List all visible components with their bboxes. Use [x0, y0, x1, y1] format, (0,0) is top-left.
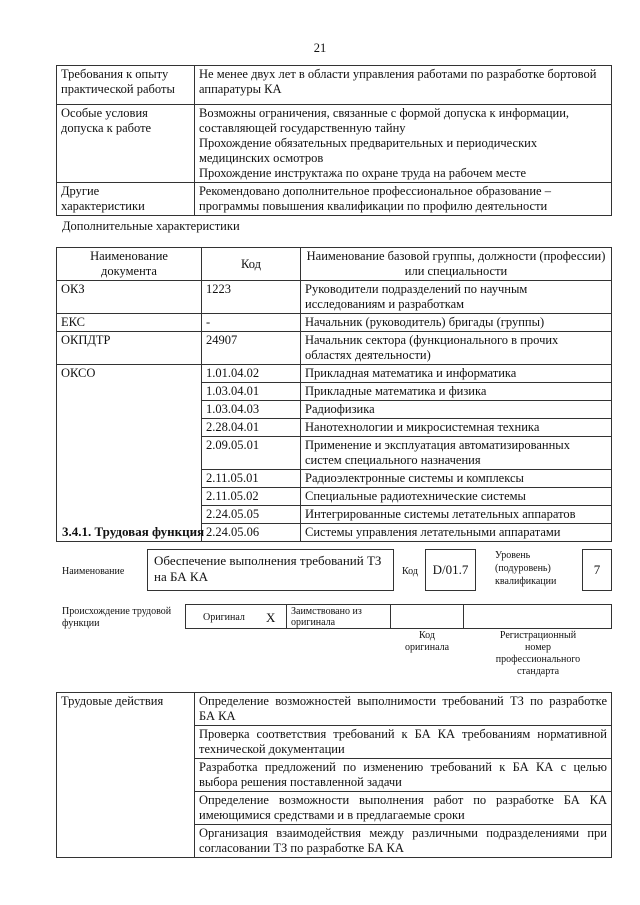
code-cell: 2.24.05.06 [202, 524, 301, 542]
borrowed-label-line: оригинала [291, 617, 336, 628]
value-line: программы повышения квалификации по профилю деятельности [199, 199, 548, 213]
level-label-line: квалификации [495, 576, 557, 587]
reg-number-caption [480, 630, 596, 678]
code-cell: 2.09.05.01 [202, 437, 301, 470]
table-row [57, 314, 612, 332]
document-cell: ЕКС [57, 314, 202, 332]
code-cell: - [202, 314, 301, 332]
name-cell: Начальник сектора (функционального в прочих областях деятельности) [301, 332, 612, 365]
name-cell: Прикладная математика и информатика [301, 365, 612, 383]
caption-line: Регистрационный [499, 630, 577, 641]
function-heading: 3.4.1. Трудовая функция [62, 524, 205, 539]
table-row [57, 105, 612, 183]
origin-code-cell [390, 604, 464, 629]
function-code-field: D/01.7 [425, 549, 476, 591]
row-value [195, 105, 612, 183]
section-title: Дополнительные характеристики [62, 219, 240, 233]
page-number: 21 [313, 41, 327, 55]
header-document: Наименование документа [57, 248, 202, 281]
function-name-field: Обеспечение выполнения требований ТЗ на БА КА [147, 549, 394, 591]
name-cell: Руководители подразделений по научным исследованиям и разработкам [301, 281, 612, 314]
labor-actions-label: Трудовые действия [57, 693, 195, 858]
caption-line: оригинала [404, 642, 450, 653]
document-cell: ОКЗ [57, 281, 202, 314]
code-cell: 2.24.05.05 [202, 506, 301, 524]
value-line: составляющей государственную тайну [199, 121, 406, 135]
code-cell: 1.01.04.02 [202, 365, 301, 383]
label-line: допуска к работе [61, 121, 152, 135]
table-header-row [57, 248, 612, 281]
borrowed-cell [286, 604, 391, 629]
table-row [57, 693, 612, 726]
document-cell: ОКСО [57, 365, 202, 542]
code-cell: 2.28.04.01 [202, 419, 301, 437]
label-line: Особые условия [61, 106, 148, 120]
header-name: Наименование базовой группы, должности (профессии) или специальности [301, 248, 612, 281]
table-row [57, 332, 612, 365]
level-label [495, 549, 556, 588]
row-label [57, 183, 195, 216]
name-cell: Радиофизика [301, 401, 612, 419]
code-cell: 1.03.04.01 [202, 383, 301, 401]
name-cell: Прикладные математика и физика [301, 383, 612, 401]
origin-code-caption [400, 630, 454, 654]
row-label [57, 105, 195, 183]
value-line: Не менее двух лет в области управления работами по разработке бортовой [199, 67, 597, 81]
table-row [57, 183, 612, 216]
caption-line: стандарта [516, 666, 560, 677]
table-row [57, 365, 612, 383]
name-cell: Радиоэлектронные системы и комплексы [301, 470, 612, 488]
table-row [57, 66, 612, 105]
row-value [195, 183, 612, 216]
labor-action-item: Проверка соответствия требований к БА КА требованиям нормативной технической документации [195, 726, 612, 759]
borrowed-label-line: Заимствовано из [291, 606, 362, 617]
value-line: аппаратуры КА [199, 82, 282, 96]
row-value [195, 66, 612, 105]
code-cell: 1223 [202, 281, 301, 314]
origin-label-line: функции [62, 618, 100, 629]
code-cell: 24907 [202, 332, 301, 365]
level-label-line: Уровень [495, 550, 531, 561]
name-cell: Интегрированные системы летательных аппаратов [301, 506, 612, 524]
labor-action-item: Разработка предложений по изменению требований к БА КА с целью выбора решения поставленной задачи [195, 759, 612, 792]
code-label: Код [402, 566, 418, 577]
name-cell: Начальник (руководитель) бригады (группы) [301, 314, 612, 332]
table-row [57, 281, 612, 314]
origin-label-line: Происхождение трудовой [62, 606, 172, 617]
value-line: Прохождение обязательных предварительных и периодических [199, 136, 538, 150]
value-line: Прохождение инструктажа по охране труда на рабочем месте [199, 166, 527, 180]
reg-number-cell [463, 604, 612, 629]
value-line: медицинских осмотров [199, 151, 324, 165]
label-line: практической работы [61, 82, 175, 96]
original-cell [185, 604, 287, 629]
caption-line: Код [419, 630, 435, 641]
name-cell: Системы управления летательными аппаратами [301, 524, 612, 542]
origin-label [62, 606, 171, 630]
labor-action-item: Определение возможности выполнения работ по разработке БА КА имеющимися средствами и в предлагаемые сроки [195, 792, 612, 825]
caption-line: номер [525, 642, 551, 653]
row-label [57, 66, 195, 105]
additional-characteristics-table [56, 247, 612, 542]
value-line: Рекомендовано дополнительное профессиональное образование – [199, 184, 551, 198]
labor-action-item: Организация взаимодействия между различными подразделениями при согласовании ТЗ по разработке БА КА [195, 825, 612, 858]
label-line: характеристики [61, 199, 145, 213]
value-line: Возможны ограничения, связанные с формой допуска к информации, [199, 106, 570, 120]
caption-line: профессионального [495, 654, 581, 665]
label-line: Другие [61, 184, 100, 198]
code-cell: 2.11.05.01 [202, 470, 301, 488]
name-cell: Специальные радиотехнические системы [301, 488, 612, 506]
document-cell: ОКПДТР [57, 332, 202, 365]
code-cell: 2.11.05.02 [202, 488, 301, 506]
original-mark: X [266, 610, 276, 625]
header-code: Код [202, 248, 301, 281]
code-cell: 1.03.04.03 [202, 401, 301, 419]
level-label-line: (подуровень) [495, 563, 551, 574]
name-cell: Нанотехнологии и микросистемная техника [301, 419, 612, 437]
name-label: Наименование [62, 566, 125, 577]
original-label: Оригинал [203, 612, 245, 623]
qualification-level-field: 7 [582, 549, 612, 591]
labor-action-item: Определение возможностей выполнимости требований ТЗ по разработке БА КА [195, 693, 612, 726]
name-cell: Применение и эксплуатация автоматизированных систем специального назначения [301, 437, 612, 470]
labor-actions-table [56, 692, 612, 858]
label-line: Требования к опыту [61, 67, 169, 81]
requirements-table [56, 65, 612, 216]
